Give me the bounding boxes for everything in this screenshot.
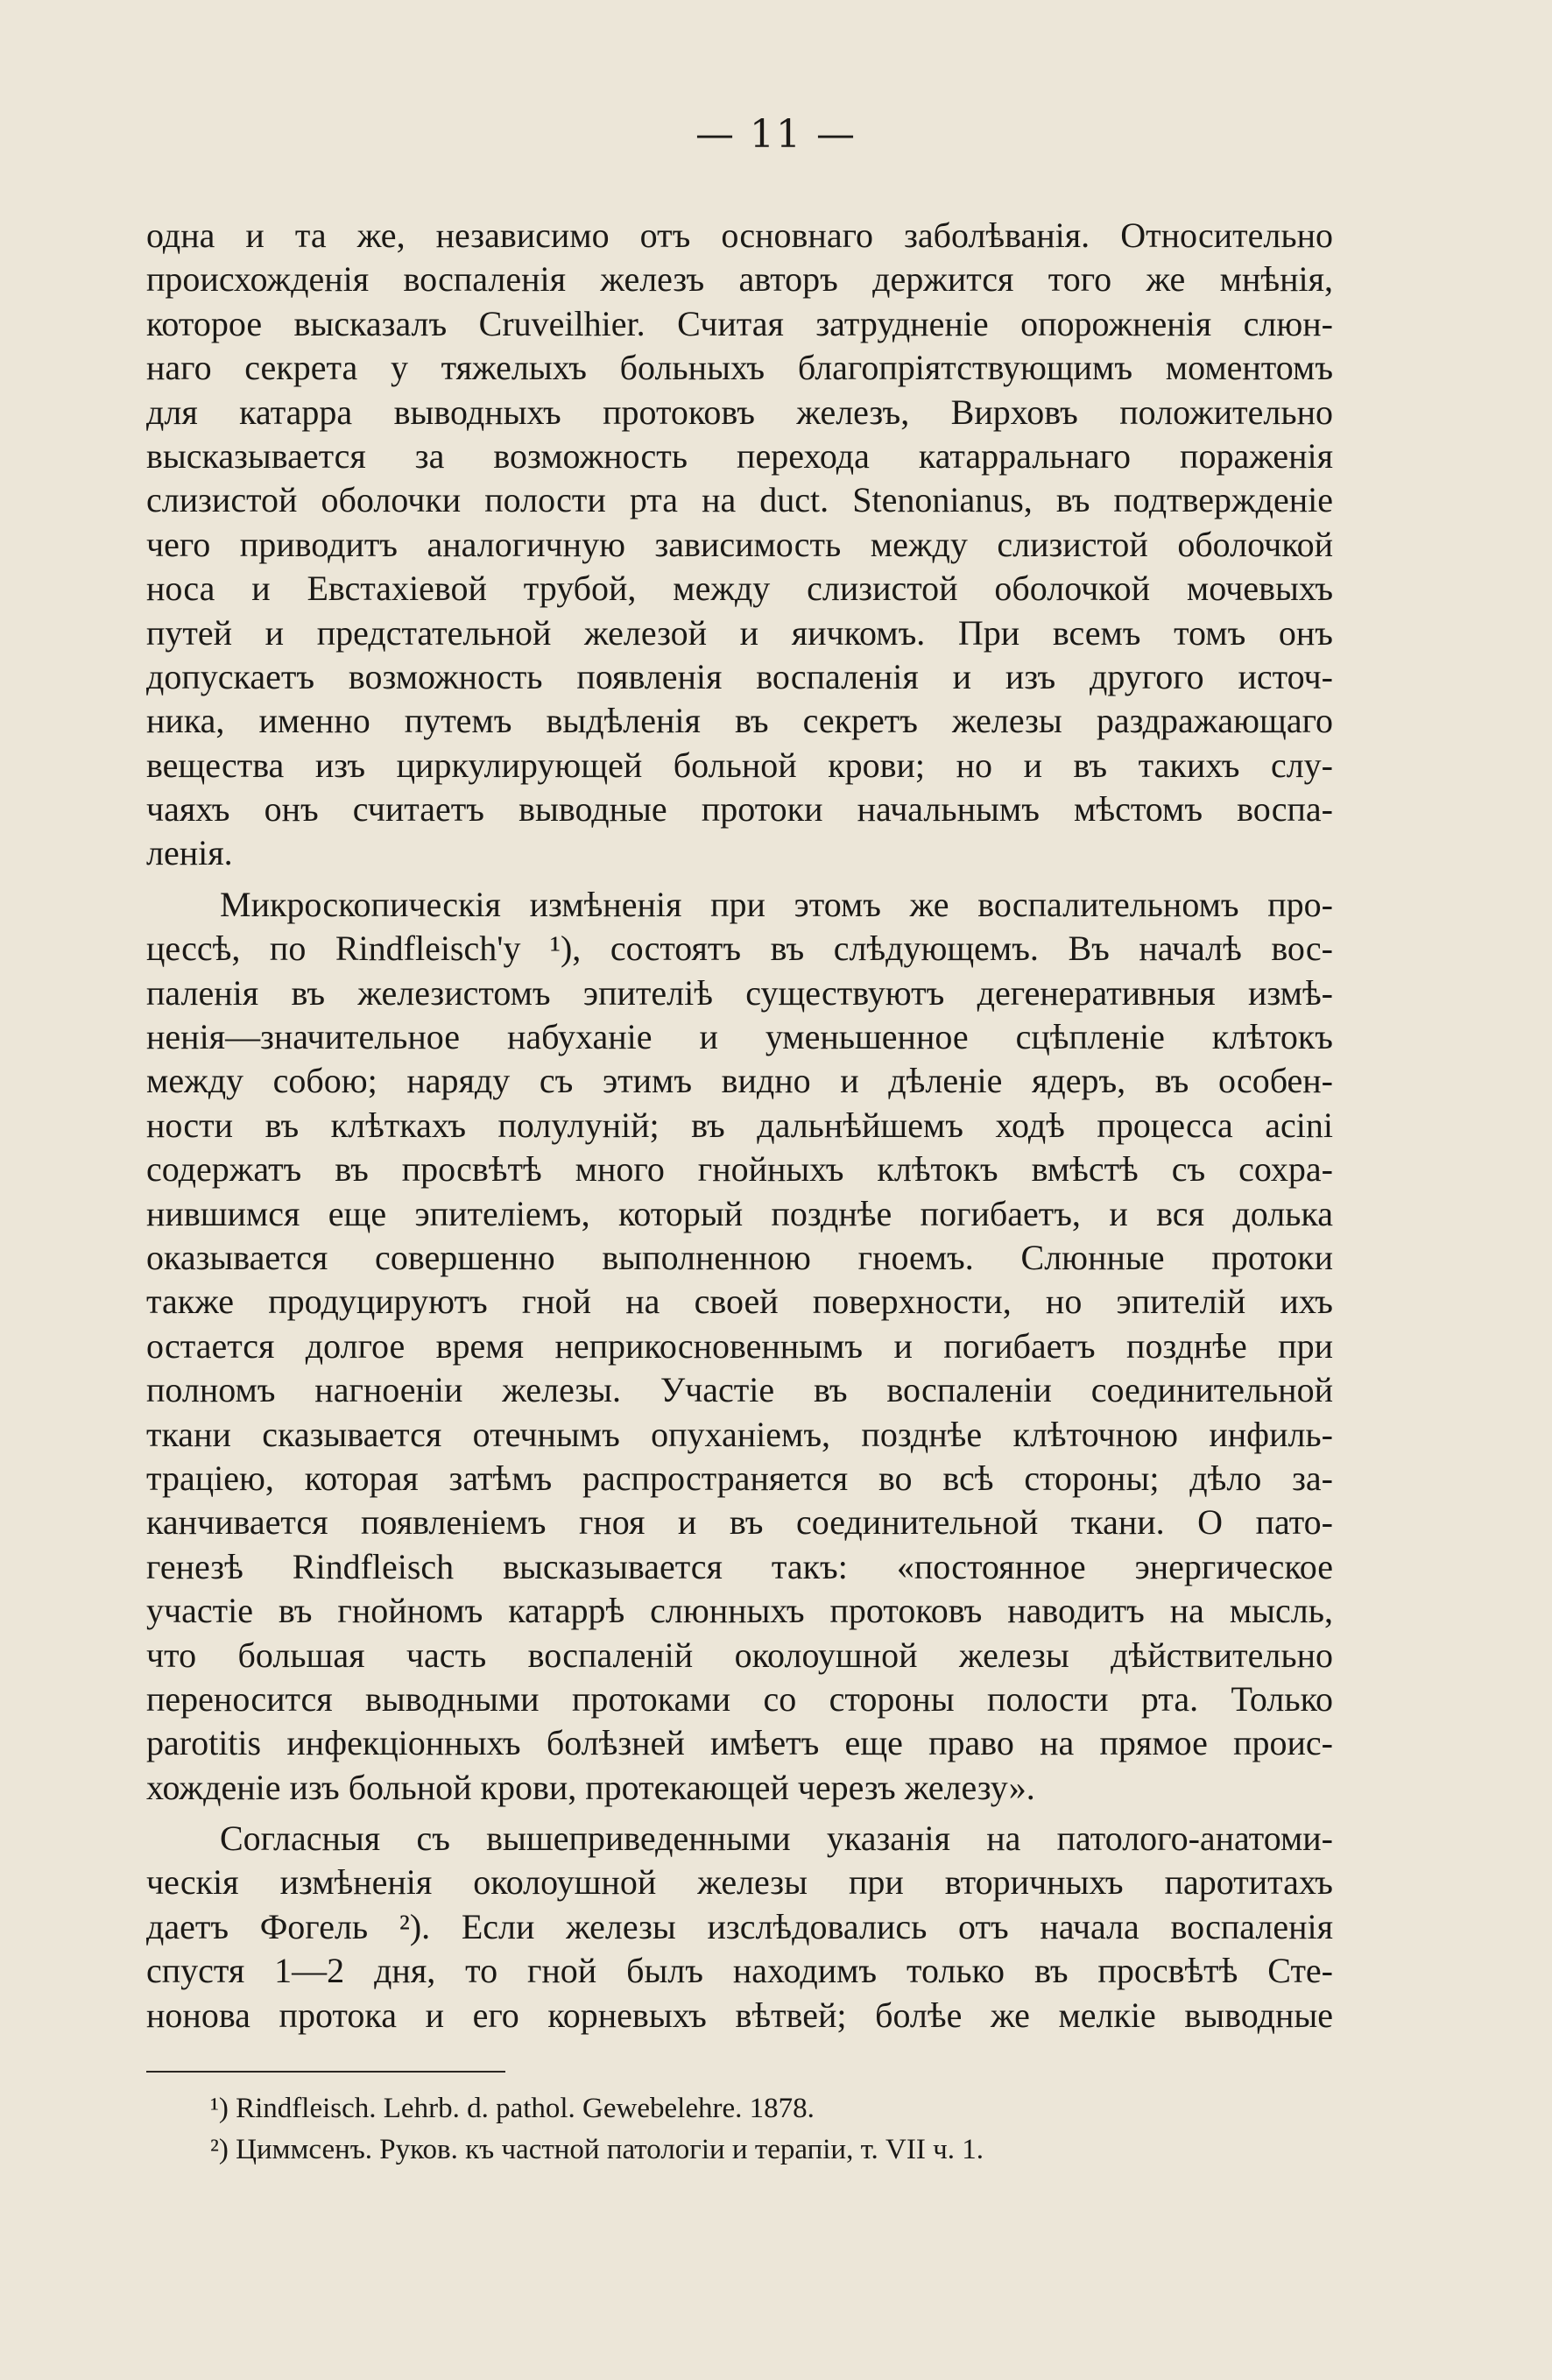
text-line: между собою; наряду съ этимъ видно и дѣленіе ядеръ, въ особен- bbox=[146, 1061, 1333, 1101]
footnote: ²) Циммсенъ. Руков. къ частной патологіи и терапіи, т. VII ч. 1. bbox=[210, 2134, 984, 2165]
text-line: ности въ клѣткахъ полулуній; въ дальнѣйшемъ ходѣ процесса acini bbox=[146, 1105, 1333, 1145]
text-line: parotitis инфекціонныхъ болѣзней имѣетъ еще право на прямое проис- bbox=[146, 1723, 1333, 1763]
text-line: ческія измѣненія околоушной железы при вторичныхъ паротитахъ bbox=[146, 1862, 1333, 1903]
footnotes bbox=[210, 2088, 984, 2171]
text-line: паленія въ железистомъ эпителіѣ существуютъ дегенеративныя измѣ- bbox=[146, 972, 1333, 1013]
text-line: полномъ нагноеніи железы. Участіе въ воспаленіи соединительной bbox=[146, 1370, 1333, 1410]
text-line: ника, именно путемъ выдѣленія въ секретъ железы раздражающаго bbox=[146, 701, 1333, 741]
text-line: ткани сказывается отечнымъ опуханіемъ, позднѣе клѣточною инфиль- bbox=[146, 1414, 1333, 1454]
text-line: высказывается за возможность перехода катарральнаго пораженія bbox=[146, 435, 1333, 476]
text-line: нившимся еще эпителіемъ, который позднѣе погибаетъ, и вся долька bbox=[146, 1193, 1333, 1233]
text-line: переносится выводными протоками со стороны полости рта. Только bbox=[146, 1678, 1333, 1719]
footnote-rule bbox=[146, 2071, 505, 2073]
text-line: содержатъ въ просвѣтѣ много гнойныхъ клѣтокъ вмѣстѣ съ сохра- bbox=[146, 1149, 1333, 1190]
body-text bbox=[146, 214, 1333, 2037]
text-line: участіе въ гнойномъ катаррѣ слюнныхъ протоковъ наводитъ на мысль, bbox=[146, 1591, 1333, 1631]
text-line: генезѣ Rindfleisch высказывается такъ: «постоянное энергическое bbox=[146, 1546, 1333, 1586]
paragraph-gap bbox=[146, 876, 1333, 883]
text-line: также продуцируютъ гной на своей поверхности, но эпителій ихъ bbox=[146, 1282, 1333, 1322]
text-line: чего приводитъ аналогичную зависимость между слизистой оболочкой bbox=[146, 524, 1333, 564]
footnote: ¹) Rindfleisch. Lehrb. d. pathol. Gewebelehre. 1878. bbox=[210, 2093, 815, 2124]
text-line: нонова протока и его корневыхъ вѣтвей; болѣе же мелкіе выводные bbox=[146, 1995, 1333, 2035]
text-line: ненія—значительное набуханіе и уменьшенное сцѣпленіе клѣтокъ bbox=[146, 1017, 1333, 1057]
text-line: оказывается совершенно выполненною гноемъ. Слюнные протоки bbox=[146, 1237, 1333, 1277]
page-number: — 11 — bbox=[695, 112, 857, 157]
text-line: что большая часть воспаленій околоушной железы дѣйствительно bbox=[146, 1635, 1333, 1675]
paragraph bbox=[146, 214, 1333, 876]
text-line: носа и Евстахіевой трубой, между слизистой оболочкой мочевыхъ bbox=[146, 569, 1333, 609]
text-line: Микроскопическія измѣненія при этомъ же воспалительномъ про- bbox=[220, 884, 1333, 924]
text-line: которое высказалъ Cruveilhier. Считая затрудненіе опорожненія слюн- bbox=[146, 303, 1333, 343]
text-line: слизистой оболочки полости рта на duct. Stenonianus, въ подтвержденіе bbox=[146, 480, 1333, 520]
text-line: даетъ Фогель ²). Если железы изслѣдовались отъ начала воспаленія bbox=[146, 1906, 1333, 1946]
paragraph bbox=[146, 883, 1333, 1810]
text-line: остается долгое время неприкосновеннымъ и погибаетъ позднѣе при bbox=[146, 1325, 1333, 1366]
text-line: наго секрета у тяжелыхъ больныхъ благопріятствующимъ моментомъ bbox=[146, 348, 1333, 388]
text-line: одна и та же, независимо отъ основнаго заболѣванія. Относительно bbox=[146, 215, 1333, 255]
text-line: для катарра выводныхъ протоковъ железъ, Вирховъ положительно bbox=[146, 392, 1333, 432]
text-line: спустя 1—2 дня, то гной былъ находимъ только въ просвѣтѣ Сте- bbox=[146, 1951, 1333, 1991]
text-line: Согласныя съ вышеприведенными указанія на патолого-анатоми- bbox=[220, 1819, 1333, 1859]
text-line: цессѣ, по Rindfleisch'у ¹), состоятъ въ слѣдующемъ. Въ началѣ вос- bbox=[146, 929, 1333, 969]
paragraph-gap bbox=[146, 1810, 1333, 1817]
text-line: допускаетъ возможность появленія воспаленія и изъ другого источ- bbox=[146, 656, 1333, 696]
text-line: траціею, которая затѣмъ распространяется во всѣ стороны; дѣло за- bbox=[146, 1458, 1333, 1498]
text-line: ленія. bbox=[146, 833, 233, 873]
text-line: путей и предстательной железой и яичкомъ. При всемъ томъ онъ bbox=[146, 612, 1333, 653]
text-line: канчивается появленіемъ гноя и въ соединительной ткани. О пато- bbox=[146, 1502, 1333, 1543]
text-line: хожденіе изъ больной крови, протекающей черезъ железу». bbox=[146, 1767, 1035, 1807]
text-line: происхожденія воспаленія железъ авторъ держится того же мнѣнія, bbox=[146, 259, 1333, 300]
paragraph bbox=[146, 1817, 1333, 2037]
text-line: вещества изъ циркулирующей больной крови; но и въ такихъ слу- bbox=[146, 745, 1333, 785]
text-line: чаяхъ онъ считаетъ выводные протоки начальнымъ мѣстомъ воспа- bbox=[146, 789, 1333, 830]
